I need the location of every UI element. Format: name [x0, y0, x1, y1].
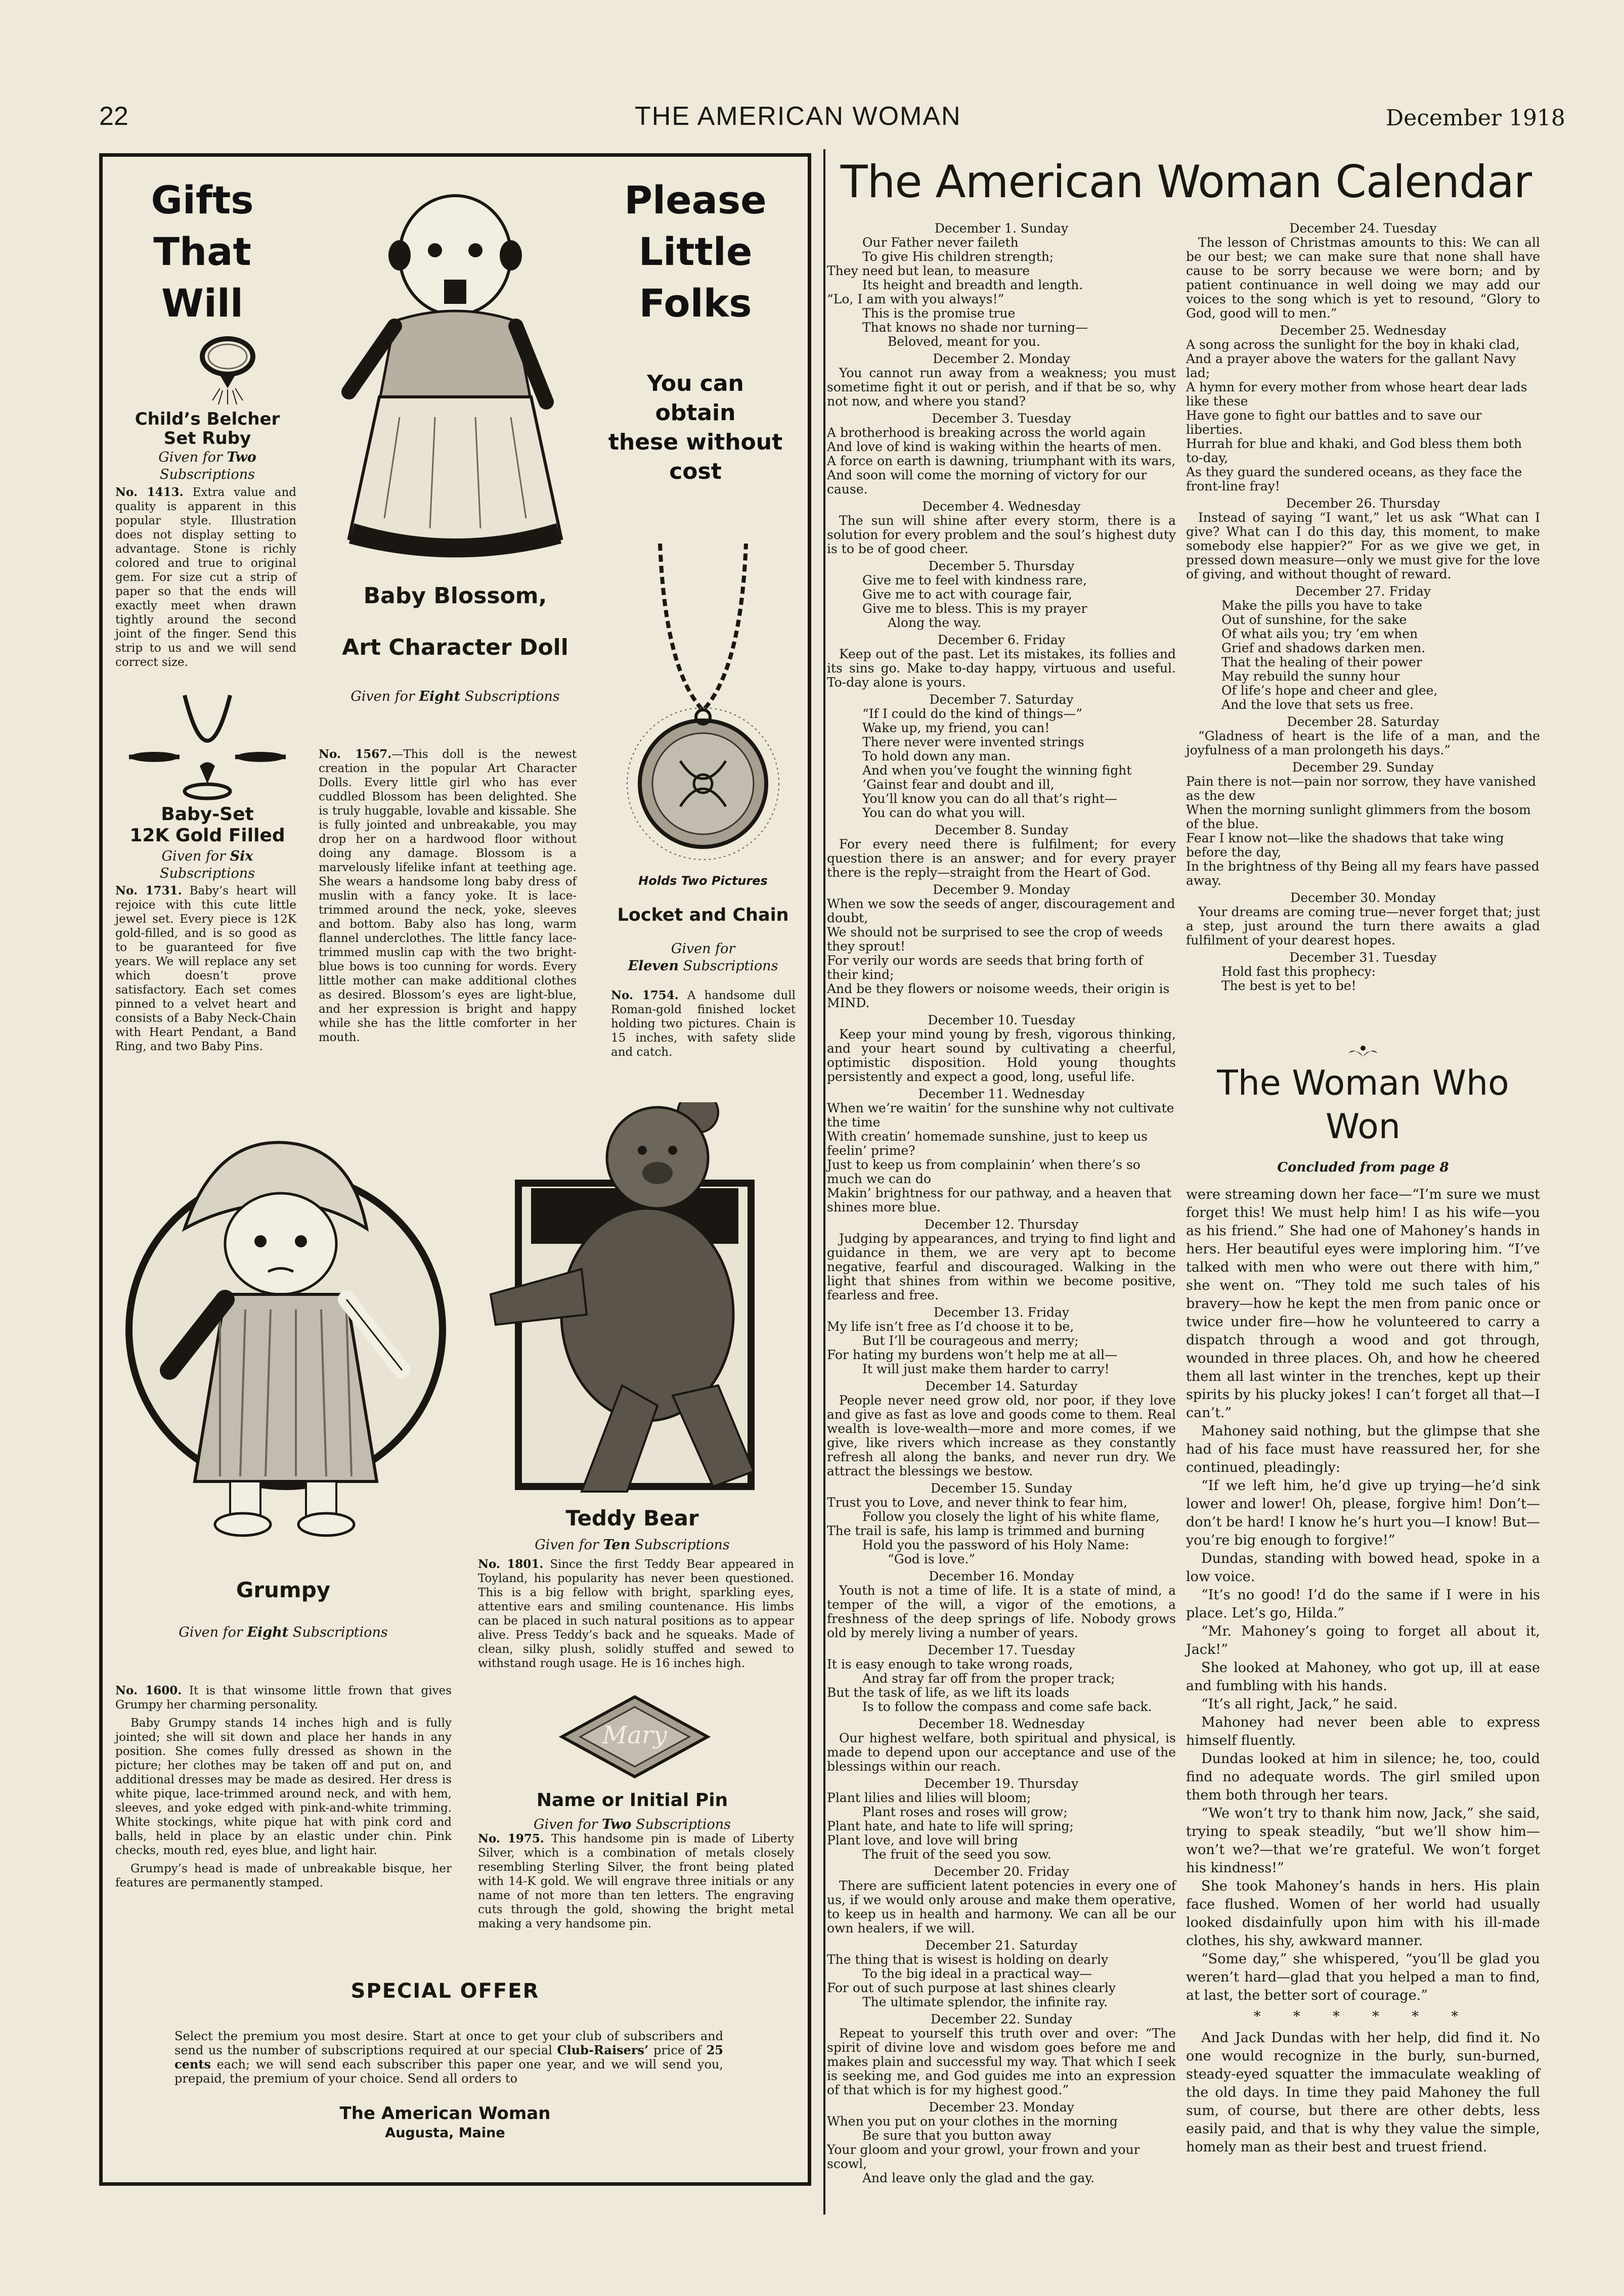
calendar-day-text: You cannot run away from a weakness; you must sometime fight it out or perish, and if that be so, why not now, and where you stand? — [827, 366, 1176, 409]
special-offer-text: Select the premium you most desire. Start at once to get your club of subscribers and send us the number of subscriptions required at our special Club-Raisers’ price of 25 cents each; we will send each subscriber this paper one year, and we will send you, prepaid, the premium of your choice. Send all orders to — [174, 2029, 723, 2086]
calendar-day-text: The lesson of Christmas amounts to this: We can all be our best; we can make sure that none shall have cause to be sorry because we were born; and by patient continuance in well doing we may add our voices to the song which is yet to resound, “Glory to God, good will to men.” — [1186, 235, 1540, 321]
teddy-bear-description: No. 1801. Since the first Teddy Bear appeared in Toyland, his popularity has never been questioned. This is a big fellow with bright, sparkling eyes, attentive ears and smiling countenance. His limbs can be placed in such natural positions as to appear alive. Press Teddy’s back and he squeaks. Made of clean, silky plush, solidly stuffed and sewed to withstand rough usage. He is 16 inches high. — [478, 1557, 795, 1670]
calendar-day-heading: December 23. Monday — [929, 2100, 1074, 2114]
story-paragraph: She looked at Mahoney, who got up, ill at ease and fumbling with his hands. — [1186, 1660, 1540, 1694]
calendar-verse-line: Plant lilies and lilies will bloom; — [827, 1790, 1031, 1805]
calendar-day-heading: December 17. Tuesday — [928, 1643, 1075, 1657]
calendar-verse-line: You can do what you will. — [862, 805, 1026, 820]
grumpy-description: No. 1600. It is that winsome little frown that gives Grumpy her charming personality. Baby Grumpy stands 14 inches high and is fully jointed; she will sit down and place her hands in any position. She comes fully dressed as shown in the picture; her clothes may be taken off and put on, and additional dresses may be made as desired. Her dress is white pique, lace-trimmed around neck, and with hem, sleeves, and yoke edged with pink-and-white trimming. White stockings, white pique hat with pink cord and balls, held in place by an elastic under chin. Pink checks, mouth red, eyes blue, and light hair. Grumpy’s head is made of unbreakable bisque, her features are permanently stamped. — [115, 1684, 452, 1889]
calendar-day-text: Keep out of the past. Let its mistakes, its follies and its sins go. Make to-day happy, virtuous and useful. To-day alone is yours. — [827, 647, 1176, 690]
doll-description: No. 1567.—This doll is the newest creation in the popular Art Character Dolls. Every little girl who has ever cuddled Blossom has been delighted. She is truly huggable, lovable and kissable. She is fully jointed and unbreakable, you may drop her on a hardwood floor without doing any damage. Blossom is a marvelously lifelike infant at teething age. She wears a handsome long baby dress of muslin with a fancy yoke. It is lace-trimmed around the neck, yoke, sleeves and bottom. Baby also has long, warm flannel underclothes. The little fancy lace-trimmed muslin cap with the two bright-blue bows is too cunning for words. Every little mother can make additional clothes as desired. Blossom’s eyes are light-blue, and her expression is bright and happy while she has the little comforter in her mouth. — [319, 747, 577, 1044]
calendar-day-heading: December 20. Friday — [933, 1864, 1070, 1879]
calendar-day-text: Our highest welfare, both spiritual and physical, is made to depend upon our acceptance and use of the blessings within our reach. — [827, 1731, 1176, 1774]
calendar-day-heading: December 1. Sunday — [934, 221, 1069, 236]
calendar-day-heading: December 2. Monday — [933, 351, 1070, 366]
baby-blossom-doll-illustration — [319, 190, 592, 564]
story-paragraph: She took Mahoney’s hands in hers. His plain face flushed. Women of her world had usually looked disdainfully upon him with his ill-made clothes, his shy, awkward manner. — [1186, 1878, 1540, 1949]
calendar-verse-line: A force on earth is dawning, triumphant with its wars, — [827, 454, 1176, 468]
calendar-day-heading: December 31. Tuesday — [1289, 950, 1437, 965]
calendar-verse-line: To give His children strength; — [862, 249, 1054, 264]
calendar-day-text: Instead of saying “I want,” let us ask “What can I give? What can I do this day, this moment, to make somebody else happier?” For as we give we get, in pressed down measure—only we must give for the love of giving, and without thought of reward. — [1186, 510, 1540, 581]
story-paragraph: Mahoney had never been able to express himself fluently. — [1186, 1715, 1540, 1748]
calendar-day-heading: December 25. Wednesday — [1280, 323, 1446, 338]
calendar-verse-line: “God is love.” — [888, 1552, 976, 1566]
story-paragraph: “We won’t try to thank him now, Jack,” she said, trying to speak steadily, “but we’ll show him—won’t we?—that we’re grateful. We won’t forget his kindness!” — [1186, 1806, 1540, 1876]
calendar-day-text: People never need grow old, nor poor, if they love and give as fast as love and goods come to them. Real wealth is love-wealth—more and more comes, if we give, like rivers which increase as they constantly refresh all along the banks, and never run dry. We attract the blessings we bestow. — [827, 1393, 1176, 1478]
story-text — [1186, 1186, 1540, 2156]
calendar-column-2 — [1186, 218, 1540, 993]
issue-date: December 1918 — [1386, 105, 1565, 131]
baby-set-illustration — [124, 690, 291, 806]
calendar-verse-line: It will just make them harder to carry! — [862, 1362, 1110, 1376]
calendar-verse-line: And love of kind is waking within the hearts of men. — [827, 439, 1162, 454]
calendar-day-heading: December 27. Friday — [1295, 584, 1431, 599]
calendar-verse-line: And the love that sets us free. — [1221, 697, 1414, 712]
calendar-verse-line: Have gone to fight our battles and to save our liberties. — [1186, 408, 1482, 437]
calendar-verse-line: When we sow the seeds of anger, discouragement and doubt, — [827, 896, 1175, 925]
story-title: The Woman Who Won — [1217, 1063, 1509, 1147]
story-paragraph: “If we left him, he’d give up trying—he’d sink lower and lower! Oh, please, forgive him! Don’t—don’t be hard! I know he’s hurt you—I know! But—you’re big enough to forgive!” — [1186, 1478, 1540, 1548]
calendar-verse-line: That knows no shade nor turning— — [862, 320, 1088, 335]
name-pin-description: No. 1975. This handsome pin is made of Liberty Silver, which is a combination of metals closely resembling Sterling Silver, the front being plated with 14-K gold. We will engrave three initials or any name of not more than ten letters. The engraving cuts through the gold, showing the bright metal making a very handsome pin. — [478, 1832, 795, 1930]
calendar-verse-line: It is easy enough to take wrong roads, — [827, 1657, 1073, 1672]
calendar-verse-line: A brotherhood is breaking across the world again — [827, 425, 1146, 440]
calendar-verse-line: We should not be surprised to see the crop of weeds they sprout! — [827, 925, 1163, 954]
calendar-day-heading: December 9. Monday — [933, 882, 1070, 897]
calendar-day-heading: December 11. Wednesday — [918, 1087, 1085, 1101]
baby-set-title: Baby-Set 12K Gold Filled — [129, 804, 285, 846]
calendar-day-heading: December 21. Saturday — [925, 1938, 1078, 1953]
calendar-day-heading: December 12. Thursday — [924, 1217, 1079, 1232]
calendar-verse-line: When we’re waitin’ for the sunshine why not cultivate the time — [827, 1101, 1174, 1130]
baby-set-subscriptions: Given for Six Subscriptions — [160, 848, 255, 881]
story-paragraph-final: And Jack Dundas with her help, did find it. No one would recognize in the burly, sun-burned, steady-eyed squatter the immaculate weakling of the old days. In time they paid Mahoney the full sum, of course, but there are other debts, less easily paid, and that is why they value the simple, homely man as their best and truest friend. — [1186, 2030, 1540, 2155]
calendar-verse-line: With creatin’ homemade sunshine, just to keep us feelin’ prime? — [827, 1129, 1148, 1158]
calendar-verse-line: To the big ideal in a practical way— — [862, 1966, 1092, 1981]
calendar-verse-line: ’Gainst fear and doubt and ill, — [862, 777, 1055, 792]
calendar-day-heading: December 28. Saturday — [1287, 714, 1439, 729]
grumpy-subscriptions: Given for Eight Subscriptions — [179, 1625, 388, 1640]
special-offer-title: SPECIAL OFFER — [350, 1979, 540, 2003]
calendar-verse-line: The trail is safe, his lamp is trimmed and burning — [827, 1523, 1145, 1538]
calendar-day-heading: December 26. Thursday — [1286, 496, 1440, 511]
calendar-verse-line: Give me to act with courage fair, — [862, 587, 1072, 602]
calendar-day-heading: December 10. Tuesday — [928, 1013, 1075, 1027]
calendar-verse-line: For verily our words are seeds that bring forth of their kind; — [827, 953, 1143, 982]
calendar-verse-line: Plant hate, and hate to life will spring; — [827, 1819, 1074, 1833]
calendar-verse-line: And leave only the glad and the gay. — [862, 2171, 1095, 2185]
story-paragraph: Dundas, standing with bowed head, spoke in a low voice. — [1186, 1551, 1540, 1585]
calendar-verse-line: Make the pills you have to take — [1221, 598, 1423, 613]
calendar-verse-line: A hymn for every mother from whose heart dear lads like these — [1186, 380, 1527, 409]
calendar-verse-line: And soon will come the morning of victory for our cause. — [827, 468, 1147, 497]
locket-and-chain-illustration — [620, 544, 786, 867]
calendar-verse-line: Is to follow the compass and come safe back. — [862, 1699, 1152, 1714]
calendar-verse-line: Our Father never faileth — [862, 235, 1019, 250]
calendar-verse-line: The best is yet to be! — [1221, 978, 1356, 993]
ring-description: No. 1413. Extra value and quality is apparent in this popular style. Illustration does not display setting to advantage. Stone is richly colored and true to original gem. For size cut a strip of paper so that the ends will exactly meet when drawn tightly around the second joint of the finger. Send this strip to us and we will send correct size. — [115, 485, 296, 669]
calendar-verse-line: Your gloom and your growl, your frown and your scowl, — [827, 2142, 1140, 2171]
calendar-verse-line: Beloved, meant for you. — [888, 334, 1040, 349]
calendar-verse-line: The ultimate splendor, the infinite ray. — [862, 1995, 1108, 2009]
story-paragraph: “Some day,” she whispered, “you’ll be glad you weren’t hard—glad that you helped a man to find, at last, the better sort of courage.” — [1186, 1951, 1540, 2003]
calendar-verse-line: You’ll know you can do all that’s right— — [862, 791, 1117, 806]
calendar-verse-line: My life isn’t free as I’d choose it to be, — [827, 1319, 1074, 1334]
calendar-verse-line: For hating my burdens won’t help me at all— — [827, 1347, 1118, 1362]
calendar-verse-line: And when you’ve fought the winning fight — [862, 763, 1132, 778]
name-pin-subscriptions: Given for Two Subscriptions — [533, 1817, 731, 1832]
calendar-day-text: “Gladness of heart is the life of a man, and the joyfulness of a man prolongeth his days.” — [1186, 729, 1540, 757]
calendar-verse-line: Its height and breadth and length. — [862, 278, 1083, 292]
story-section-break: * * * * * * — [1254, 2009, 1472, 2024]
calendar-verse-line: “If I could do the kind of things—” — [862, 706, 1082, 721]
story-paragraph: Mahoney said nothing, but the glimpse that she had of his face must have reassured her, for she continued, pleadingly: — [1186, 1423, 1540, 1475]
calendar-day-text: For every need there is fulfilment; for every question there is an answer; and for every prayer there is the reply—straight from the Heart of God. — [827, 837, 1176, 880]
story-paragraph: “It’s no good! I’d do the same if I were in his place. Let’s go, Hilda.” — [1186, 1587, 1540, 1621]
calendar-verse-line: That the healing of their power — [1221, 655, 1422, 669]
calendar-verse-line: Wake up, my friend, you can! — [862, 721, 1050, 735]
calendar-day-heading: December 16. Monday — [929, 1569, 1074, 1584]
calendar-verse-line: Hold you the password of his Holy Name: — [862, 1538, 1129, 1552]
publisher-name: The American Woman — [339, 2103, 551, 2124]
teddy-bear-illustration — [480, 1102, 784, 1507]
calendar-verse-line: Fear I know not—like the shadows that take wing before the day, — [1186, 831, 1504, 860]
calendar-day-heading: December 18. Wednesday — [918, 1717, 1085, 1731]
calendar-verse-line: The thing that is wisest is holding on dearly — [827, 1952, 1109, 1967]
story-paragraph: “It’s all right, Jack,” he said. — [1201, 1696, 1398, 1712]
free-offer-tagline: You can obtain these without cost — [608, 371, 783, 484]
calendar-verse-line: But the task of life, as we lift its loads — [827, 1685, 1070, 1700]
calendar-verse-line: Of life’s hope and cheer and glee, — [1221, 683, 1438, 698]
calendar-verse-line: Give me to feel with kindness rare, — [862, 573, 1087, 588]
ring-subscriptions: Given for Two Subscriptions — [158, 449, 256, 482]
calendar-verse-line: Pain there is not—pain nor sorrow, they have vanished as the dew — [1186, 774, 1537, 803]
calendar-verse-line: The fruit of the seed you sow. — [862, 1847, 1051, 1862]
calendar-verse-line: This is the promise true — [862, 306, 1016, 321]
magazine-name: THE AMERICAN WOMAN — [635, 102, 961, 131]
calendar-verse-line: In the brightness of thy Being all my fears have passed away. — [1186, 859, 1540, 888]
story-concluded-note: Concluded from page 8 — [1277, 1160, 1449, 1175]
calendar-day-text: Keep your mind young by fresh, vigorous thinking, and your heart sound by cultivating a cheerful, optimistic disposition. Hold young thoughts persistently and expect a good, long, useful life. — [827, 1027, 1176, 1084]
grumpy-title: Grumpy — [236, 1578, 331, 1602]
calendar-day-heading: December 29. Sunday — [1292, 760, 1434, 775]
calendar-title: The American Woman Calendar — [840, 156, 1532, 208]
calendar-verse-line: And stray far off from the proper track; — [862, 1671, 1115, 1686]
calendar-column-1 — [827, 218, 1176, 2185]
calendar-day-heading: December 30. Monday — [1290, 890, 1436, 905]
calendar-day-heading: December 8. Sunday — [934, 823, 1069, 837]
locket-holds-label: Holds Two Pictures — [638, 874, 768, 888]
calendar-verse-line: Trust you to Love, and never think to fear him, — [827, 1495, 1127, 1510]
calendar-verse-line: And a prayer above the waters for the gallant Navy lad; — [1186, 351, 1516, 380]
calendar-verse-line: Be sure that you button away — [862, 2128, 1051, 2143]
calendar-day-text: Your dreams are coming true—never forget that; just a step, just around the turn there awaits a glad fulfilment of your dearest hopes. — [1186, 905, 1540, 948]
calendar-verse-line: Out of sunshine, for the sake — [1221, 612, 1407, 627]
column-rule — [823, 149, 825, 2215]
calendar-verse-line: There never were invented strings — [862, 735, 1084, 749]
doll-title-1: Baby Blossom, — [363, 583, 547, 609]
name-pin-title: Name or Initial Pin — [536, 1790, 728, 1811]
ring-title: Child’s Belcher Set Ruby — [135, 409, 280, 448]
calendar-day-text: Judging by appearances, and trying to find light and guidance in them, we are very apt to become negative, fearful and discouraged. Walking in the light that shines from within we become positive, fearless and free. — [827, 1231, 1176, 1302]
calendar-verse-line: Makin’ brightness for our pathway, and a heaven that shines more blue. — [827, 1186, 1172, 1214]
calendar-day-heading: December 4. Wednesday — [922, 499, 1081, 514]
story-paragraph: Dundas looked at him in silence; he, too, could find no adequate words. The girl smiled upon them both through her tears. — [1186, 1751, 1540, 1803]
headline-right: Please Little Folks — [624, 177, 767, 326]
calendar-verse-line: Hold fast this prophecy: — [1221, 964, 1376, 979]
calendar-day-heading: December 5. Thursday — [928, 559, 1075, 573]
publisher-city: Augusta, Maine — [385, 2125, 505, 2141]
calendar-verse-line: For out of such purpose at last shines clearly — [827, 1980, 1116, 1995]
locket-title: Locket and Chain — [617, 905, 789, 925]
calendar-verse-line: Follow you closely the light of his white flame, — [862, 1509, 1160, 1524]
headline-left: Gifts That Will — [151, 177, 254, 326]
teddy-bear-subscriptions: Given for Ten Subscriptions — [535, 1537, 730, 1553]
calendar-verse-line: Just to keep us from complainin’ when there’s so much we can do — [827, 1157, 1140, 1186]
teddy-bear-title: Teddy Bear — [565, 1506, 699, 1530]
calendar-day-heading: December 22. Sunday — [930, 2012, 1073, 2027]
calendar-verse-line: When you put on your clothes in the morning — [827, 2114, 1118, 2129]
calendar-day-text: The sun will shine after every storm, there is a solution for every problem and the soul’s highest duty is to be of good cheer. — [827, 513, 1176, 556]
calendar-verse-line: May rebuild the sunny hour — [1221, 669, 1400, 684]
page-number: 22 — [99, 102, 128, 131]
calendar-verse-line: Hurrah for blue and khaki, and God bless them both to-day, — [1186, 436, 1522, 465]
ornament-icon — [1348, 1044, 1378, 1059]
doll-subscriptions: Given for Eight Subscriptions — [350, 689, 560, 704]
calendar-verse-line: Of what ails you; try ’em when — [1221, 626, 1418, 641]
calendar-verse-line: To hold down any man. — [862, 749, 1011, 763]
calendar-day-heading: December 3. Tuesday — [932, 411, 1071, 426]
grumpy-doll-illustration — [114, 1128, 458, 1542]
calendar-verse-line: As they guard the sundered oceans, as they face the front-line fray! — [1186, 465, 1522, 493]
calendar-verse-line: Plant love, and love will bring — [827, 1833, 1018, 1848]
calendar-verse-line: But I’ll be courageous and merry; — [862, 1333, 1079, 1348]
calendar-verse-line: A song across the sunlight for the boy in khaki clad, — [1186, 337, 1520, 352]
locket-subscriptions: Given for Eleven Subscriptions — [628, 941, 778, 974]
calendar-verse-line: “Lo, I am with you always!” — [827, 292, 1004, 306]
name-pin-engraving: Mary — [602, 1721, 667, 1749]
calendar-day-heading: December 14. Saturday — [925, 1379, 1078, 1393]
calendar-day-heading: December 19. Thursday — [924, 1776, 1079, 1791]
calendar-day-heading: December 6. Friday — [937, 633, 1066, 647]
locket-description: No. 1754. A handsome dull Roman-gold finished locket holding two pictures. Chain is 15 inches, with safety slide and catch. — [611, 988, 796, 1059]
baby-set-description: No. 1731. Baby’s heart will rejoice with this cute little jewel set. Every piece is 12K gold-filled, and is so good as to be guaranteed for five years. We will replace any set which doesn’t prove satisfactory. Each set comes pinned to a velvet heart and consists of a Baby Neck-Chain with Heart Pendant, a Band Ring, and two Baby Pins. — [115, 884, 297, 1053]
calendar-day-heading: December 13. Friday — [933, 1305, 1070, 1320]
story-paragraph: “Mr. Mahoney’s going to forget all about it, Jack!” — [1186, 1624, 1540, 1657]
calendar-day-text: Repeat to yourself this truth over and over: “The spirit of divine love and wisdom goes before me and makes plain and successful my way. That which I seek is seeking me, and God guides me into an expression of that which is for my highest good.” — [827, 2026, 1176, 2097]
calendar-verse-line: They need but lean, to measure — [827, 263, 1030, 278]
calendar-verse-line: Grief and shadows darken men. — [1221, 641, 1426, 655]
calendar-day-text: Youth is not a time of life. It is a state of mind, a temper of the will, a vigor of the emotions, a freshness of the deep springs of life. Nobody grows old by merely living a number of years. — [827, 1583, 1176, 1640]
calendar-verse-line: Give me to bless. This is my prayer — [862, 601, 1087, 616]
ring-illustration — [192, 329, 263, 410]
calendar-day-heading: December 15. Sunday — [930, 1481, 1073, 1496]
calendar-day-heading: December 24. Tuesday — [1289, 221, 1437, 236]
calendar-day-text: There are sufficient latent potencies in every one of us, if we would only arouse and make them operative, to keep us in health and harmony. We can all be our own healers, if we will. — [827, 1878, 1176, 1935]
calendar-verse-line: Along the way. — [888, 615, 982, 630]
story-paragraph: were streaming down her face—“I’m sure we must forget this! We must help him! I as his wife—you as his friend.” She had one of Mahoney’s hands in hers. Her beautiful eyes were imploring him. “I’ve talked with men who were out there with him,” she went on. “They told me such tales of his bravery—how he kept the men from panic once or twice under fire—how he volunteered to carry a dispatch through a wood and got through, wounded in three places. Oh, and how he cheered them all last winter in the trenches, kept up their spirits by his plucky jokes! I can’t forget all that—I can’t.” — [1186, 1187, 1540, 1421]
calendar-day-heading: December 7. Saturday — [929, 692, 1074, 707]
calendar-verse-line: When the morning sunlight glimmers from the bosom of the blue. — [1186, 802, 1531, 831]
calendar-verse-line: And be they flowers or noisome weeds, their origin is MIND. — [827, 981, 1170, 1010]
doll-title-2: Art Character Doll — [342, 635, 568, 660]
calendar-verse-line: Plant roses and roses will grow; — [862, 1805, 1068, 1819]
